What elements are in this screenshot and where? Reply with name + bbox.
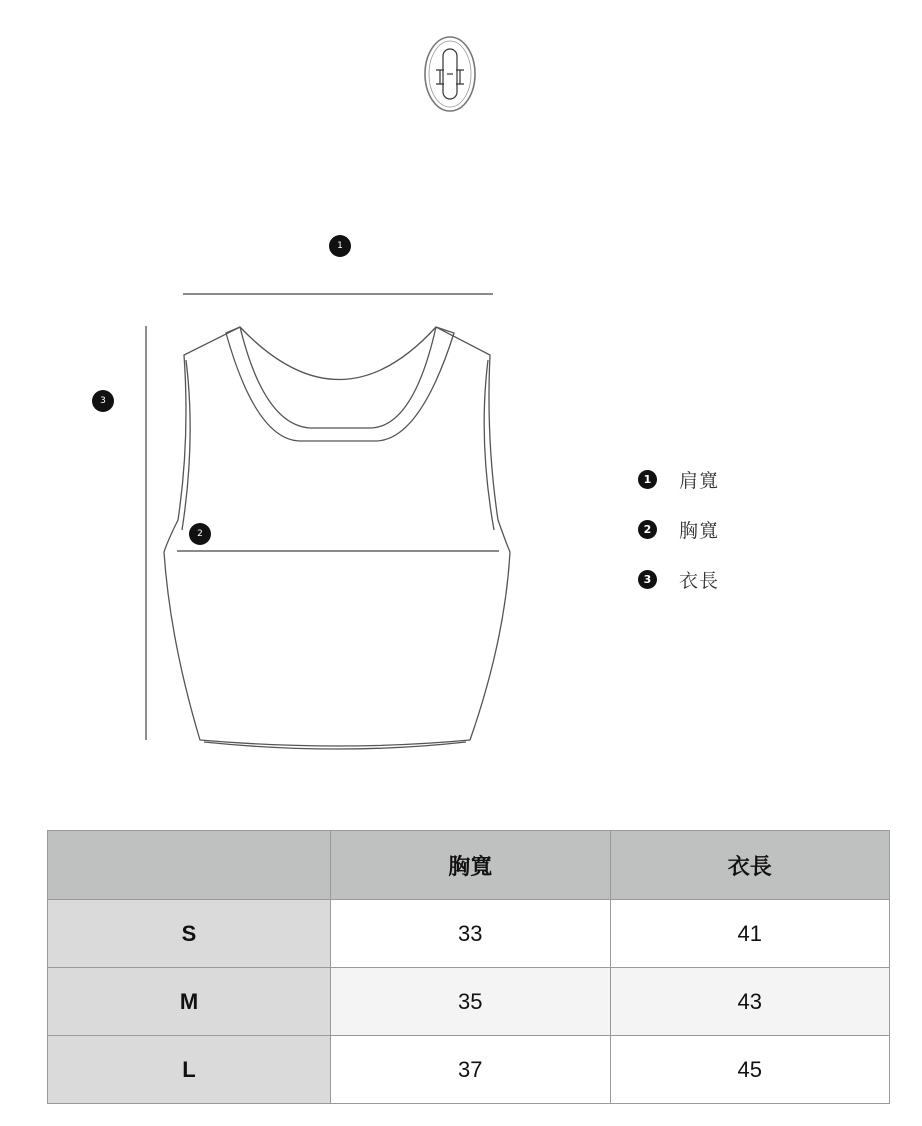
- marker-shoulder: 1: [329, 235, 351, 257]
- legend-item-chest: [638, 516, 719, 542]
- garment-outline: [164, 327, 510, 749]
- measurement-legend: [638, 466, 719, 616]
- chest-cell: 33: [331, 900, 611, 968]
- legend-label: 胸寬: [679, 519, 720, 542]
- legend-label: 衣長: [679, 569, 720, 592]
- chest-cell: 37: [331, 1036, 611, 1104]
- size-cell: L: [48, 1036, 331, 1104]
- length-cell: 45: [610, 1036, 890, 1104]
- table-row: [48, 1036, 890, 1104]
- header-length: 衣長: [610, 831, 890, 900]
- legend-number: 1: [638, 470, 657, 489]
- chest-cell: 35: [331, 968, 611, 1036]
- table-row: [48, 968, 890, 1036]
- header-chest: 胸寬: [331, 831, 611, 900]
- legend-number: 2: [638, 520, 657, 539]
- size-cell: M: [48, 968, 331, 1036]
- size-table: [47, 830, 890, 1104]
- header-size: [48, 831, 331, 900]
- length-cell: 43: [610, 968, 890, 1036]
- legend-item-length: [638, 566, 719, 592]
- legend-label: 肩寬: [679, 469, 720, 492]
- length-cell: 41: [610, 900, 890, 968]
- marker-length: 3: [92, 390, 114, 412]
- size-cell: S: [48, 900, 331, 968]
- marker-chest: 2: [189, 523, 211, 545]
- legend-number: 3: [638, 570, 657, 589]
- table-row: [48, 900, 890, 968]
- table-header-row: [48, 831, 890, 900]
- legend-item-shoulder: [638, 466, 719, 492]
